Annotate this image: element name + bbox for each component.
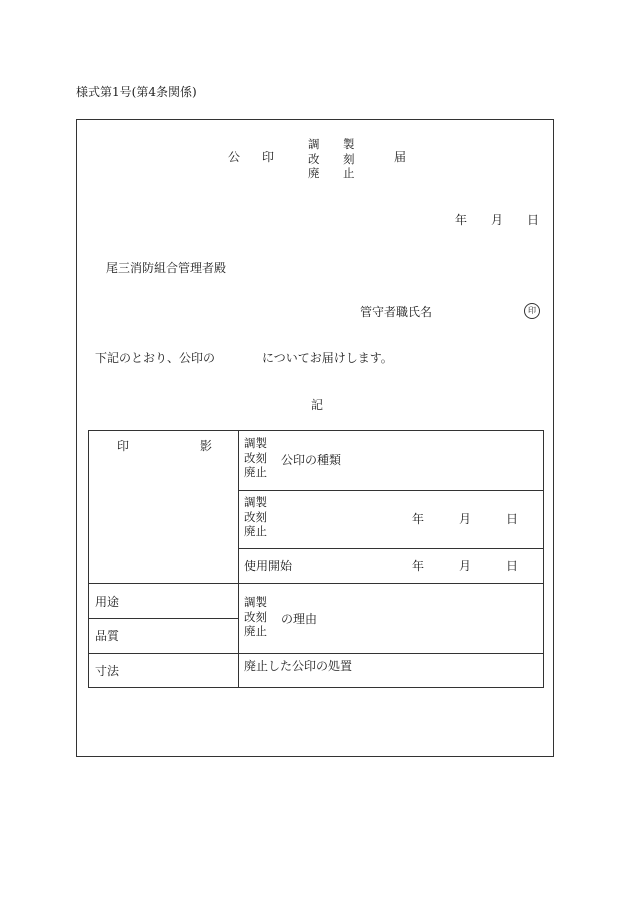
date-year: 年: [455, 213, 468, 227]
section2-year: 年: [412, 512, 425, 526]
section2-month: 月: [459, 512, 472, 526]
date-month: 月: [491, 213, 504, 227]
heading-todoke: 届: [394, 150, 407, 164]
body-text-1: 下記のとおり、公印の: [95, 351, 216, 365]
usage-start-month: 月: [459, 559, 472, 573]
section2-day: 日: [506, 512, 519, 526]
reason-suffix: の理由: [281, 612, 318, 626]
section1-options: 調製 改刻 廃止: [244, 436, 267, 479]
table-rule: [88, 583, 544, 584]
body-text-2: についてお届けします。: [262, 351, 393, 365]
youto-label: 用途: [95, 595, 120, 609]
hinshitsu-label: 品質: [95, 629, 120, 643]
usage-start-year: 年: [412, 559, 425, 573]
sunpou-label: 寸法: [95, 664, 120, 678]
details-table: [88, 430, 544, 688]
usage-start-day: 日: [506, 559, 519, 573]
section1-suffix: 公印の種類: [281, 453, 342, 467]
table-rule: [238, 548, 544, 549]
table-divider: [238, 430, 239, 688]
heading-ko: 公: [228, 150, 241, 164]
signer-label: 管守者職氏名: [360, 305, 433, 319]
heading-options-a: 調 改 廃: [308, 137, 320, 180]
ki-label: 記: [311, 398, 324, 412]
section2-options: 調製 改刻 廃止: [244, 495, 267, 538]
stamp-label-in: 印: [117, 439, 130, 453]
heading-options-b: 製 刻 止: [343, 137, 355, 180]
table-rule: [88, 618, 238, 619]
reason-options: 調製 改刻 廃止: [244, 595, 267, 638]
seal-mark-icon: 印: [524, 303, 540, 319]
addressee: 尾三消防組合管理者殿: [106, 261, 227, 275]
table-rule: [88, 653, 544, 654]
stamp-label-kage: 影: [200, 439, 213, 453]
form-number-label: 様式第1号(第4条関係): [76, 85, 197, 99]
date-day: 日: [527, 213, 540, 227]
usage-start-label: 使用開始: [244, 559, 293, 573]
disposal-label: 廃止した公印の処置: [244, 659, 353, 673]
heading-in: 印: [262, 150, 275, 164]
table-rule: [238, 490, 544, 491]
